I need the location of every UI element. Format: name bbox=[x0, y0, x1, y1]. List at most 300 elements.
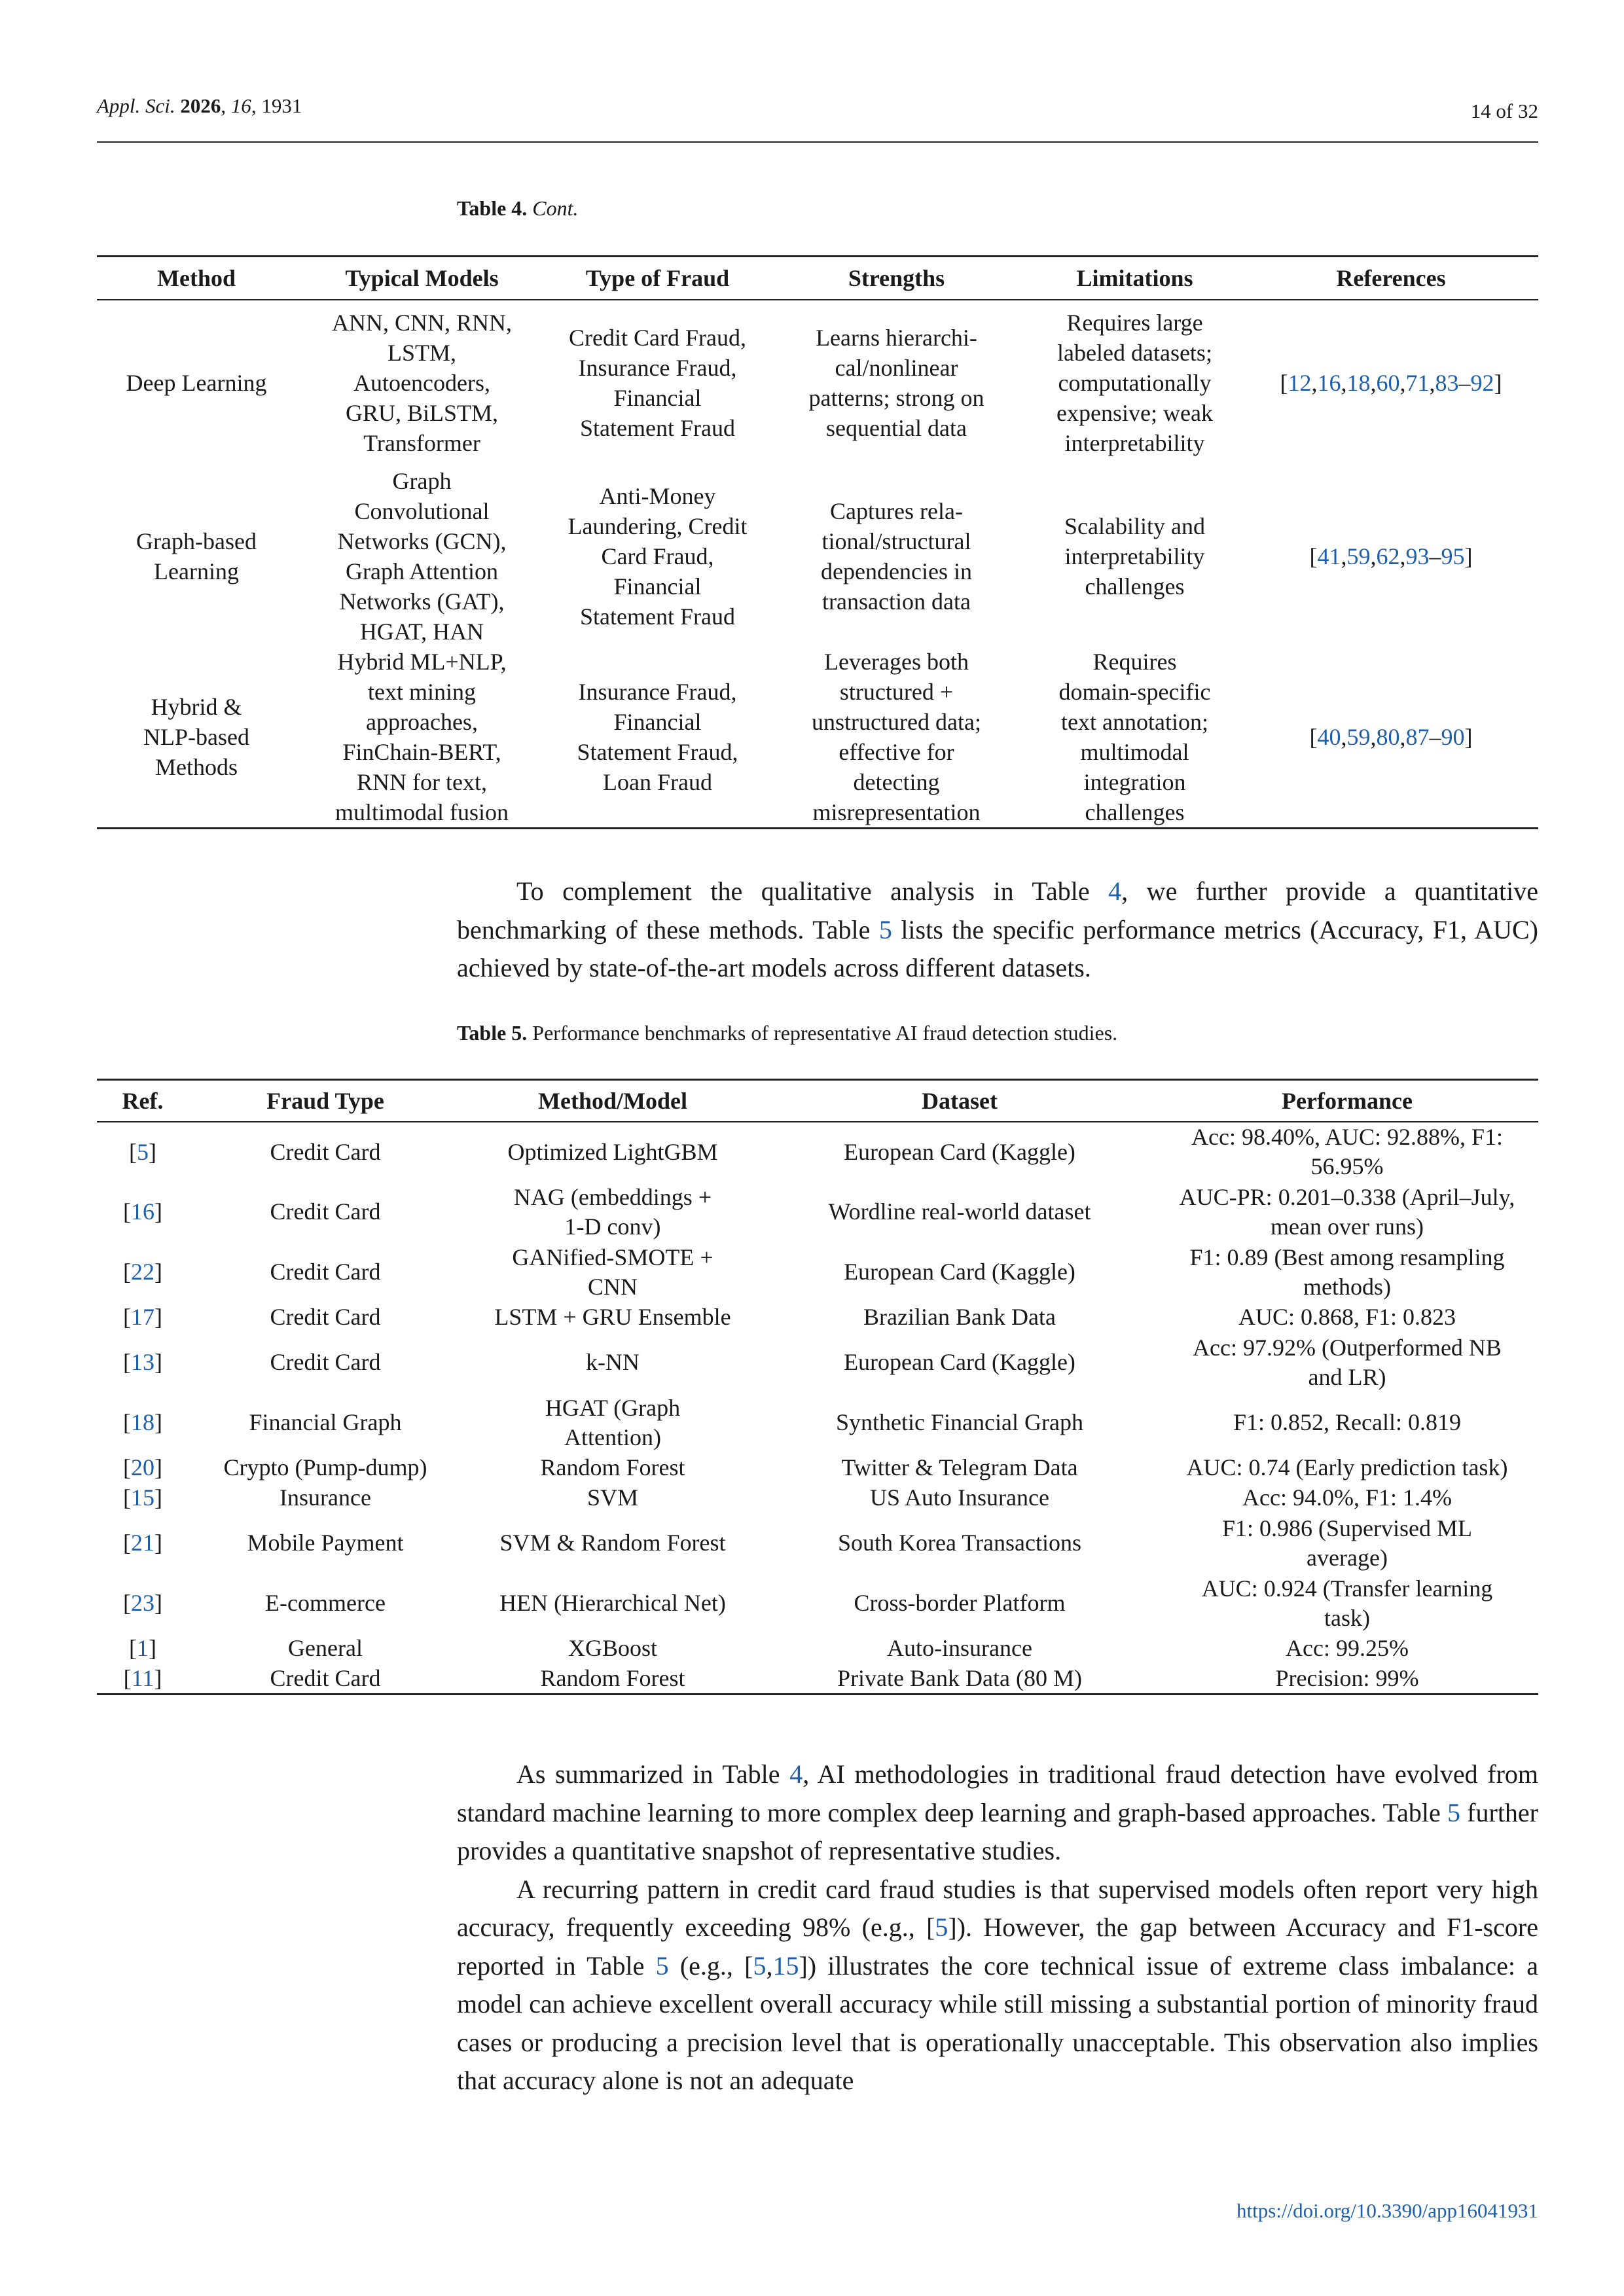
text-run: [ bbox=[129, 1635, 137, 1661]
dataset-cell bbox=[763, 1634, 1156, 1664]
cell-line: SVM bbox=[586, 1484, 639, 1511]
cell-line: FinChain-BERT, bbox=[342, 738, 501, 765]
citation-link[interactable]: 4 bbox=[789, 1759, 803, 1789]
cell-line: NAG (embeddings + bbox=[513, 1183, 712, 1210]
text-run: [ bbox=[123, 1590, 131, 1616]
text-run: , bbox=[1341, 543, 1347, 569]
cell-line: Methods bbox=[155, 753, 238, 780]
cell-line: Requires bbox=[1092, 648, 1177, 675]
cell-line: Hybrid & bbox=[151, 693, 242, 720]
text-run: further provides a quantitative snapshot of representative studies. bbox=[457, 1797, 1539, 1865]
cell-line: misrepresentation bbox=[812, 798, 981, 825]
method-cell bbox=[462, 1122, 763, 1182]
cell-line: European Card (Kaggle) bbox=[844, 1349, 1075, 1375]
cell-line: Card Fraud, bbox=[601, 543, 714, 569]
strengths-cell bbox=[767, 300, 1026, 466]
dataset-cell bbox=[763, 1453, 1156, 1483]
dataset-cell bbox=[763, 1393, 1156, 1453]
paragraph-text bbox=[457, 872, 1538, 988]
ref-cell bbox=[97, 1453, 189, 1483]
text-run: ] bbox=[1464, 543, 1473, 569]
journal-year: 2026 bbox=[180, 94, 221, 117]
cell-line: Acc: 98.40%, AUC: 92.88%, F1: bbox=[1191, 1124, 1503, 1150]
cell-line: Cross-border Platform bbox=[854, 1590, 1066, 1616]
citation-link[interactable]: 4 bbox=[1108, 876, 1122, 906]
column-header: Strengths bbox=[767, 257, 1026, 300]
column-header: Method bbox=[97, 257, 296, 300]
citation-link[interactable]: 12 bbox=[1288, 370, 1312, 396]
text-run: , bbox=[1399, 543, 1406, 569]
text-run: ] bbox=[1494, 370, 1502, 396]
text-run: , bbox=[1399, 723, 1406, 750]
citation-link[interactable]: 95 bbox=[1441, 543, 1465, 569]
ref-cell bbox=[97, 1182, 189, 1242]
method-cell bbox=[462, 1483, 763, 1513]
cell-line: NLP-based bbox=[143, 723, 249, 750]
cell-line: effective for bbox=[839, 738, 954, 765]
cell-line: HEN (Hierarchical Net) bbox=[499, 1590, 726, 1616]
text-run: [ bbox=[123, 1484, 131, 1511]
table5-caption-text: Performance benchmarks of representative AI fraud detection studies. bbox=[532, 1021, 1118, 1045]
method-cell bbox=[462, 1333, 763, 1393]
text-run: ] bbox=[154, 1349, 162, 1375]
cell-line: Financial bbox=[613, 573, 702, 600]
cell-line: average) bbox=[1307, 1544, 1388, 1571]
table-row bbox=[97, 1242, 1538, 1302]
models-cell bbox=[296, 466, 548, 647]
limitations-cell bbox=[1026, 466, 1244, 647]
method-cell bbox=[462, 1182, 763, 1242]
cell-line: domain-specific bbox=[1058, 678, 1211, 705]
cell-line: computationally bbox=[1058, 370, 1212, 396]
table-row bbox=[97, 1393, 1538, 1453]
text-run: ] bbox=[149, 1635, 156, 1661]
cell-line: Credit Card bbox=[270, 1259, 381, 1285]
text-run: [ bbox=[1309, 543, 1318, 569]
citation-link[interactable]: 5 bbox=[1447, 1797, 1460, 1827]
text-run: (e.g., [ bbox=[668, 1950, 753, 1981]
cell-line: text annotation; bbox=[1061, 708, 1208, 735]
paragraph-benchmark-intro bbox=[457, 872, 1538, 988]
method-cell bbox=[462, 1664, 763, 1695]
text-run: ] bbox=[154, 1454, 162, 1480]
cell-line: RNN for text, bbox=[357, 768, 487, 795]
dataset-cell bbox=[763, 1242, 1156, 1302]
citation-link[interactable]: 5 bbox=[935, 1912, 948, 1942]
column-header: Type of Fraud bbox=[548, 257, 767, 300]
cell-line: Laundering, Credit bbox=[568, 512, 748, 539]
cell-line: AUC: 0.868, F1: 0.823 bbox=[1238, 1304, 1456, 1330]
cell-line: Insurance Fraud, bbox=[578, 678, 737, 705]
paragraph-summary bbox=[457, 1755, 1538, 1871]
cell-line: HGAT (Graph bbox=[545, 1394, 681, 1421]
table4-caption-text: Cont. bbox=[532, 196, 579, 220]
strengths-cell bbox=[767, 466, 1026, 647]
table5-caption bbox=[457, 1021, 1117, 1045]
cell-line: approaches, bbox=[366, 708, 478, 735]
citation-link[interactable]: 5 bbox=[137, 1138, 149, 1165]
citation-link[interactable]: 83 bbox=[1435, 370, 1459, 396]
cell-line: F1: 0.852, Recall: 0.819 bbox=[1233, 1409, 1461, 1435]
fraud-type-cell bbox=[189, 1182, 462, 1242]
cell-line: Statement Fraud, bbox=[577, 738, 738, 765]
limitations-cell bbox=[1026, 300, 1244, 466]
text-run: , bbox=[1341, 370, 1347, 396]
cell-line: AUC-PR: 0.201–0.338 (April–July, bbox=[1179, 1183, 1515, 1210]
text-run: – bbox=[1429, 723, 1441, 750]
citation-link[interactable]: 93 bbox=[1405, 543, 1430, 569]
cell-line: European Card (Kaggle) bbox=[844, 1259, 1075, 1285]
table-row bbox=[97, 1453, 1538, 1483]
table-row bbox=[97, 300, 1538, 466]
text-run: , bbox=[1341, 723, 1347, 750]
citation-link[interactable]: 18 bbox=[131, 1409, 154, 1435]
cell-line: Leverages both bbox=[824, 648, 969, 675]
citation-link[interactable]: 15 bbox=[772, 1950, 799, 1981]
text-run: ] bbox=[154, 1259, 162, 1285]
text-run: , bbox=[1429, 370, 1435, 396]
text-run: – bbox=[1458, 370, 1471, 396]
dataset-cell bbox=[763, 1483, 1156, 1513]
cell-line: Hybrid ML+NLP, bbox=[337, 648, 507, 675]
method-cell bbox=[462, 1393, 763, 1453]
cell-line: XGBoost bbox=[568, 1635, 658, 1661]
article-number: 1931 bbox=[261, 94, 302, 117]
running-header: Appl. Sci. 2026, 16, 1931 bbox=[97, 94, 302, 117]
table5-body bbox=[97, 1122, 1538, 1695]
table4-caption bbox=[457, 196, 579, 221]
cell-line: dependencies in bbox=[821, 558, 972, 584]
cell-line: Optimized LightGBM bbox=[507, 1138, 718, 1165]
ref-cell bbox=[97, 1573, 189, 1634]
cell-line: Autoencoders, bbox=[353, 370, 490, 396]
cell-line: Twitter & Telegram Data bbox=[841, 1454, 1078, 1480]
models-cell bbox=[296, 300, 548, 466]
text-run: [ bbox=[123, 1530, 131, 1556]
cell-line: Convolutional bbox=[354, 497, 490, 524]
fraud-type-cell bbox=[189, 1302, 462, 1333]
table4 bbox=[97, 255, 1538, 829]
table-row bbox=[97, 1573, 1538, 1634]
cell-line: Precision: 99% bbox=[1275, 1664, 1419, 1691]
journal-volume: 16 bbox=[230, 94, 251, 117]
fraud-type-cell bbox=[189, 1333, 462, 1393]
fraud-type-cell bbox=[189, 1513, 462, 1573]
citation-link[interactable]: 16 bbox=[131, 1198, 154, 1225]
method-cell bbox=[97, 466, 296, 647]
cell-line: interpretability bbox=[1064, 430, 1205, 456]
citation-link[interactable]: 13 bbox=[131, 1349, 154, 1375]
text-run: , bbox=[1399, 370, 1406, 396]
text-run: , AI methodologies in traditional fraud detection have evolved from standard machine learning to more complex deep learning and graph-based approaches. Table bbox=[457, 1759, 1539, 1827]
cell-line: ANN, CNN, RNN, bbox=[331, 310, 512, 336]
header-rule bbox=[97, 141, 1538, 143]
text-run: , bbox=[1370, 723, 1377, 750]
citation-link[interactable]: 80 bbox=[1376, 723, 1400, 750]
citation-link[interactable]: 90 bbox=[1441, 723, 1465, 750]
references-cell bbox=[1244, 466, 1538, 647]
column-header: Fraud Type bbox=[189, 1080, 462, 1122]
cell-line: integration bbox=[1083, 768, 1186, 795]
cell-line: Acc: 99.25% bbox=[1286, 1635, 1409, 1661]
dataset-cell bbox=[763, 1182, 1156, 1242]
method-cell bbox=[462, 1302, 763, 1333]
cell-line: multimodal bbox=[1080, 738, 1189, 765]
table-row bbox=[97, 1634, 1538, 1664]
cell-line: Transformer bbox=[363, 430, 480, 456]
cell-line: Anti-Money bbox=[599, 482, 716, 509]
cell-line: text mining bbox=[368, 678, 476, 705]
cell-line: Crypto (Pump-dump) bbox=[223, 1454, 427, 1480]
cell-line: interpretability bbox=[1064, 543, 1205, 569]
method-cell bbox=[462, 1573, 763, 1634]
table-row bbox=[97, 1513, 1538, 1573]
ref-cell bbox=[97, 1333, 189, 1393]
text-run: A recurring pattern in credit card fraud studies is that supervised models often report very high accuracy, frequently exceeding 98% (e.g., [ bbox=[457, 1874, 1538, 1942]
citation-link[interactable]: 20 bbox=[131, 1454, 154, 1480]
cell-line: Auto-insurance bbox=[887, 1635, 1032, 1661]
dataset-cell bbox=[763, 1513, 1156, 1573]
ref-cell bbox=[97, 1393, 189, 1453]
column-header: References bbox=[1244, 257, 1538, 300]
cell-line: E-commerce bbox=[265, 1590, 386, 1616]
cell-line: 1-D conv) bbox=[564, 1213, 661, 1240]
citation-link[interactable]: 21 bbox=[131, 1530, 154, 1556]
text-run: ] bbox=[154, 1304, 162, 1330]
cell-line: Captures rela- bbox=[830, 497, 963, 524]
models-cell bbox=[296, 647, 548, 829]
cell-line: Credit Card bbox=[270, 1138, 381, 1165]
cell-line: F1: 0.986 (Supervised ML bbox=[1222, 1515, 1472, 1541]
cell-line: Financial Graph bbox=[249, 1409, 402, 1435]
fraud-type-cell bbox=[189, 1483, 462, 1513]
method-cell bbox=[462, 1242, 763, 1302]
citation-link[interactable]: 71 bbox=[1405, 370, 1430, 396]
citation-link[interactable]: 16 bbox=[1317, 370, 1341, 396]
citation-link[interactable]: 5 bbox=[655, 1950, 669, 1981]
table-row bbox=[97, 1122, 1538, 1182]
cell-line: Networks (GCN), bbox=[337, 528, 507, 554]
cell-line: Acc: 94.0%, F1: 1.4% bbox=[1242, 1484, 1452, 1511]
fraud-type-cell bbox=[189, 1122, 462, 1182]
cell-line: structured + bbox=[839, 678, 954, 705]
citation-link[interactable]: 87 bbox=[1405, 723, 1430, 750]
dataset-cell bbox=[763, 1333, 1156, 1393]
citation-link[interactable]: 62 bbox=[1376, 543, 1400, 569]
cell-line: Brazilian Bank Data bbox=[863, 1304, 1056, 1330]
text-run: ] bbox=[154, 1198, 162, 1225]
ref-cell bbox=[97, 1513, 189, 1573]
cell-line: F1: 0.89 (Best among resampling bbox=[1189, 1244, 1505, 1270]
performance-cell bbox=[1156, 1122, 1538, 1182]
text-run: , bbox=[1311, 370, 1318, 396]
cell-line: Graph bbox=[392, 467, 452, 494]
cell-line: GRU, BiLSTM, bbox=[345, 400, 499, 426]
performance-cell bbox=[1156, 1453, 1538, 1483]
dataset-cell bbox=[763, 1664, 1156, 1695]
citation-link[interactable]: 18 bbox=[1346, 370, 1371, 396]
text-run: ] bbox=[154, 1590, 162, 1616]
table-row bbox=[97, 1333, 1538, 1393]
performance-cell bbox=[1156, 1664, 1538, 1695]
column-header: Limitations bbox=[1026, 257, 1244, 300]
references-cell bbox=[1244, 647, 1538, 829]
text-run: To complement the qualitative analysis in Table bbox=[516, 876, 1109, 906]
fraud-type-cell bbox=[189, 1664, 462, 1695]
method-cell bbox=[97, 300, 296, 466]
method-cell bbox=[462, 1453, 763, 1483]
cell-line: labeled datasets; bbox=[1057, 340, 1212, 366]
cell-line: unstructured data; bbox=[812, 708, 981, 735]
table-row bbox=[97, 1182, 1538, 1242]
column-header: Typical Models bbox=[296, 257, 548, 300]
cell-line: mean over runs) bbox=[1271, 1213, 1424, 1240]
cell-line: challenges bbox=[1085, 798, 1185, 825]
cell-line: Credit Card bbox=[270, 1664, 381, 1691]
cell-line: LSTM, bbox=[387, 340, 456, 366]
fraud-type-cell bbox=[548, 466, 767, 647]
journal-name: Appl. Sci. bbox=[97, 94, 175, 117]
fraud-type-cell bbox=[189, 1573, 462, 1634]
cell-line: expensive; weak bbox=[1056, 400, 1213, 426]
performance-cell bbox=[1156, 1333, 1538, 1393]
cell-line: Credit Card bbox=[270, 1304, 381, 1330]
cell-line: Mobile Payment bbox=[247, 1530, 404, 1556]
cell-line: Random Forest bbox=[540, 1454, 685, 1480]
dataset-cell bbox=[763, 1573, 1156, 1634]
citation-link[interactable]: 60 bbox=[1376, 370, 1400, 396]
text-run: [ bbox=[123, 1259, 131, 1285]
method-cell bbox=[462, 1634, 763, 1664]
text-run: [ bbox=[123, 1349, 131, 1375]
text-run: lists the specific performance metrics (Accuracy, F1, AUC) achieved by state-of-the-art models across different datasets. bbox=[457, 914, 1538, 982]
doi-link[interactable]: https://doi.org/10.3390/app16041931 bbox=[1236, 2199, 1538, 2222]
method-cell bbox=[462, 1513, 763, 1573]
cell-line: US Auto Insurance bbox=[870, 1484, 1049, 1511]
cell-line: Networks (GAT), bbox=[339, 588, 505, 615]
cell-line: Financial bbox=[613, 708, 702, 735]
fraud-type-cell bbox=[548, 647, 767, 829]
citation-link[interactable]: 40 bbox=[1317, 723, 1341, 750]
cell-line: methods) bbox=[1303, 1273, 1391, 1300]
cell-line: Acc: 97.92% (Outperformed NB bbox=[1193, 1334, 1502, 1361]
cell-line: multimodal fusion bbox=[335, 798, 509, 825]
column-header: Method/Model bbox=[462, 1080, 763, 1122]
citation-link[interactable]: 5 bbox=[753, 1950, 767, 1981]
citation-link[interactable]: 41 bbox=[1317, 543, 1341, 569]
cell-line: Attention) bbox=[564, 1424, 661, 1450]
citation-link[interactable]: 22 bbox=[131, 1259, 154, 1285]
fraud-type-cell bbox=[548, 300, 767, 466]
text-run: [ bbox=[123, 1664, 132, 1691]
performance-cell bbox=[1156, 1573, 1538, 1634]
ref-cell bbox=[97, 1483, 189, 1513]
cell-line: Credit Card bbox=[270, 1198, 381, 1225]
text-run: [ bbox=[123, 1304, 131, 1330]
cell-line: detecting bbox=[853, 768, 940, 795]
text-run: ] bbox=[154, 1409, 162, 1435]
citation-link[interactable]: 59 bbox=[1346, 543, 1371, 569]
cell-line: k-NN bbox=[586, 1349, 640, 1375]
text-run: ] bbox=[149, 1138, 156, 1165]
limitations-cell bbox=[1026, 647, 1244, 829]
cell-line: GANified-SMOTE + bbox=[512, 1244, 713, 1270]
table-row bbox=[97, 466, 1538, 647]
cell-line: cal/nonlinear bbox=[835, 355, 958, 381]
ref-cell bbox=[97, 1634, 189, 1664]
fraud-type-cell bbox=[189, 1453, 462, 1483]
citation-link[interactable]: 15 bbox=[131, 1484, 154, 1511]
citation-link[interactable]: 11 bbox=[131, 1664, 154, 1691]
text-run: [ bbox=[123, 1409, 131, 1435]
cell-line: General bbox=[288, 1635, 363, 1661]
dataset-cell bbox=[763, 1122, 1156, 1182]
fraud-type-cell bbox=[189, 1634, 462, 1664]
citation-link[interactable]: 92 bbox=[1470, 370, 1494, 396]
text-run: [ bbox=[123, 1198, 131, 1225]
ref-cell bbox=[97, 1122, 189, 1182]
text-run: ] bbox=[1464, 723, 1473, 750]
cell-line: European Card (Kaggle) bbox=[844, 1138, 1075, 1165]
table-row bbox=[97, 1302, 1538, 1333]
table-row bbox=[97, 1664, 1538, 1695]
method-cell bbox=[97, 647, 296, 829]
cell-line: tional/structural bbox=[821, 528, 971, 554]
table-row bbox=[97, 647, 1538, 829]
cell-line: Insurance Fraud, bbox=[578, 355, 737, 381]
text-run: , bbox=[1370, 370, 1377, 396]
cell-line: transaction data bbox=[822, 588, 971, 615]
cell-line: Financial bbox=[613, 385, 702, 411]
ref-cell bbox=[97, 1242, 189, 1302]
citation-link[interactable]: 59 bbox=[1346, 723, 1371, 750]
text-run: , bbox=[766, 1950, 773, 1981]
text-run: , we further provide a quantitative benchmarking of these methods. Table bbox=[457, 876, 1538, 944]
cell-line: Insurance bbox=[280, 1484, 371, 1511]
cell-line: challenges bbox=[1085, 573, 1185, 600]
citation-link[interactable]: 17 bbox=[131, 1304, 154, 1330]
cell-line: Requires large bbox=[1066, 310, 1203, 336]
citation-link[interactable]: 23 bbox=[131, 1590, 154, 1616]
cell-line: patterns; strong on bbox=[808, 385, 984, 411]
table4-caption-label: Table 4. bbox=[457, 196, 528, 220]
text-run: [ bbox=[123, 1454, 131, 1480]
fraud-type-cell bbox=[189, 1242, 462, 1302]
citation-link[interactable]: 1 bbox=[137, 1635, 149, 1661]
cell-line: Loan Fraud bbox=[603, 768, 712, 795]
cell-line: Statement Fraud bbox=[580, 415, 735, 441]
table-row bbox=[97, 1483, 1538, 1513]
performance-cell bbox=[1156, 1242, 1538, 1302]
text-run: [ bbox=[1309, 723, 1318, 750]
performance-cell bbox=[1156, 1182, 1538, 1242]
paragraph-class-imbalance bbox=[457, 1871, 1538, 2100]
ref-cell bbox=[97, 1302, 189, 1333]
text-run: ] bbox=[154, 1530, 162, 1556]
body-text bbox=[457, 1755, 1538, 2100]
text-run: ] bbox=[154, 1664, 162, 1691]
performance-cell bbox=[1156, 1634, 1538, 1664]
cell-line: HGAT, HAN bbox=[359, 618, 484, 645]
citation-link[interactable]: 5 bbox=[878, 914, 892, 944]
text-run: ]). However, the gap between Accuracy and F1-score reported in Table bbox=[457, 1912, 1538, 1981]
cell-line: Statement Fraud bbox=[580, 603, 735, 630]
text-run: , bbox=[1370, 543, 1377, 569]
table4-body bbox=[97, 300, 1538, 829]
cell-line: AUC: 0.74 (Early prediction task) bbox=[1186, 1454, 1508, 1480]
table5 bbox=[97, 1079, 1538, 1695]
references-cell bbox=[1244, 300, 1538, 466]
